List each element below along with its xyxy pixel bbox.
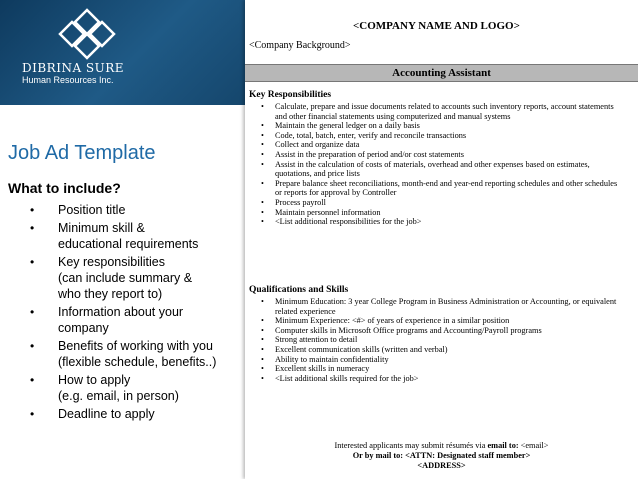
bullet-icon: • <box>261 140 264 150</box>
bullet-text: Minimum skill & educational requirements <box>58 221 199 251</box>
footer-line-address <box>245 461 638 471</box>
bullet-icon: • <box>30 373 35 387</box>
bullet-text: Position title <box>58 203 126 217</box>
list-item <box>28 254 243 302</box>
item-text: Process payroll <box>275 197 326 207</box>
list-item <box>28 372 243 404</box>
list-item <box>245 335 625 345</box>
list-item <box>245 140 625 150</box>
bullet-icon: • <box>261 316 264 326</box>
application-instructions <box>245 441 638 471</box>
list-item <box>245 179 625 198</box>
footer-line-email <box>245 441 638 451</box>
job-title-bar <box>245 64 638 82</box>
bullet-icon: • <box>261 325 264 335</box>
bullet-icon: • <box>261 335 264 345</box>
footer-line-mail <box>245 451 638 461</box>
bullet-icon: • <box>261 354 264 364</box>
list-item <box>28 406 243 422</box>
item-text: Maintain the general ledger on a daily basis <box>275 121 420 131</box>
bullet-text: Deadline to apply <box>58 407 155 421</box>
list-item <box>245 316 625 326</box>
item-text: Ability to maintain confidentiality <box>275 354 389 364</box>
item-text: Code, total, batch, enter, verify and reconcile transactions <box>275 130 467 140</box>
footer-bold-text: Or by mail to: <box>352 451 404 460</box>
bullet-text: How to apply (e.g. email, in person) <box>58 373 179 403</box>
item-text: <List additional responsibilities for the job> <box>275 217 422 227</box>
bullet-text: Benefits of working with you (flexible schedule, benefits..) <box>58 339 217 369</box>
list-item <box>245 326 625 336</box>
list-item <box>245 355 625 365</box>
list-item <box>245 102 625 121</box>
item-text: Prepare balance sheet reconciliations, month-end and year-end reporting schedules and other schedules or reports for approval by Controller <box>275 178 618 198</box>
company-header: <COMPANY NAME AND LOGO> <box>353 20 520 32</box>
list-item <box>245 160 625 179</box>
responsibilities-list <box>245 102 625 227</box>
bullet-icon: • <box>261 197 264 207</box>
list-item <box>245 374 625 384</box>
bullet-icon: • <box>261 130 264 140</box>
list-item <box>28 202 243 218</box>
bullet-icon: • <box>261 102 264 111</box>
bullet-text: Information about your company <box>58 305 184 335</box>
slide-title: Job Ad Template <box>8 142 156 164</box>
list-item <box>28 338 243 370</box>
item-text: Excellent skills in numeracy <box>275 364 370 374</box>
item-text: Assist in the calculation of costs of materials, overhead and other expenses based on estimates, quotations, and price lists <box>275 159 590 179</box>
footer-bold-text: <ATTN: Designated staff member> <box>403 451 531 460</box>
footer-bold-text: <ADDRESS> <box>417 461 466 470</box>
list-item <box>245 345 625 355</box>
bullet-icon: • <box>30 339 35 353</box>
list-item <box>245 208 625 218</box>
brand-subtitle: Human Resources Inc. <box>22 75 114 85</box>
company-background: <Company Background> <box>249 40 351 51</box>
item-text: Excellent communication skills (written and verbal) <box>275 344 448 354</box>
qualifications-heading: Qualifications and Skills <box>249 285 349 295</box>
item-text: Minimum Education: 3 year College Program in Business Administration or Accounting, or equivalent related experience <box>275 297 617 316</box>
item-text: Strong attention to detail <box>275 335 358 345</box>
bullet-icon: • <box>261 217 264 227</box>
job-ad-document <box>245 0 638 479</box>
bullet-icon: • <box>261 149 264 159</box>
brand-name: DIBRINA SURE <box>22 61 125 75</box>
item-text: Minimum Experience: <#> of years of experience in a similar position <box>275 316 510 326</box>
list-item <box>245 131 625 141</box>
bullet-icon: • <box>261 178 264 188</box>
bullet-icon: • <box>30 407 35 421</box>
item-text: Maintain personnel information <box>275 207 381 217</box>
bullet-icon: • <box>261 373 264 383</box>
bullet-icon: • <box>261 344 264 354</box>
qualifications-list <box>245 297 625 383</box>
item-text: <List additional skills required for the job> <box>275 373 419 383</box>
include-bullet-list <box>28 202 243 424</box>
list-item <box>245 121 625 131</box>
bullet-icon: • <box>261 364 264 374</box>
footer-text: <email> <box>518 441 549 450</box>
item-text: Computer skills in Microsoft Office programs and Accounting/Payroll programs <box>275 325 542 335</box>
item-text: Assist in the preparation of period and/or cost statements <box>275 149 464 159</box>
list-item <box>28 220 243 252</box>
bullet-text: Key responsibilities (can include summary & who they report to) <box>58 255 193 301</box>
list-item <box>245 198 625 208</box>
list-item <box>28 304 243 336</box>
brand-block <box>22 62 162 86</box>
list-item <box>245 217 625 227</box>
list-item <box>245 297 625 316</box>
company-logo-icon <box>50 8 124 60</box>
item-text: Calculate, prepare and issue documents related to accounts such inventory reports, account statements and other financial statements using computerized and manual systems <box>275 102 614 121</box>
slide-subheading: What to include? <box>8 180 121 196</box>
item-text: Collect and organize data <box>275 140 360 150</box>
bullet-icon: • <box>261 159 264 169</box>
bullet-icon: • <box>30 203 35 217</box>
job-title: Accounting Assistant <box>392 67 491 79</box>
bullet-icon: • <box>30 221 35 235</box>
bullet-icon: • <box>261 207 264 217</box>
bullet-icon: • <box>261 297 264 306</box>
list-item <box>245 364 625 374</box>
bullet-icon: • <box>30 305 35 319</box>
key-responsibilities-heading: Key Responsibilities <box>249 90 332 100</box>
list-item <box>245 150 625 160</box>
footer-text: Interested applicants may submit résumés via <box>334 441 488 450</box>
bullet-icon: • <box>261 121 264 131</box>
footer-bold-text: email to: <box>487 441 519 450</box>
bullet-icon: • <box>30 255 35 269</box>
